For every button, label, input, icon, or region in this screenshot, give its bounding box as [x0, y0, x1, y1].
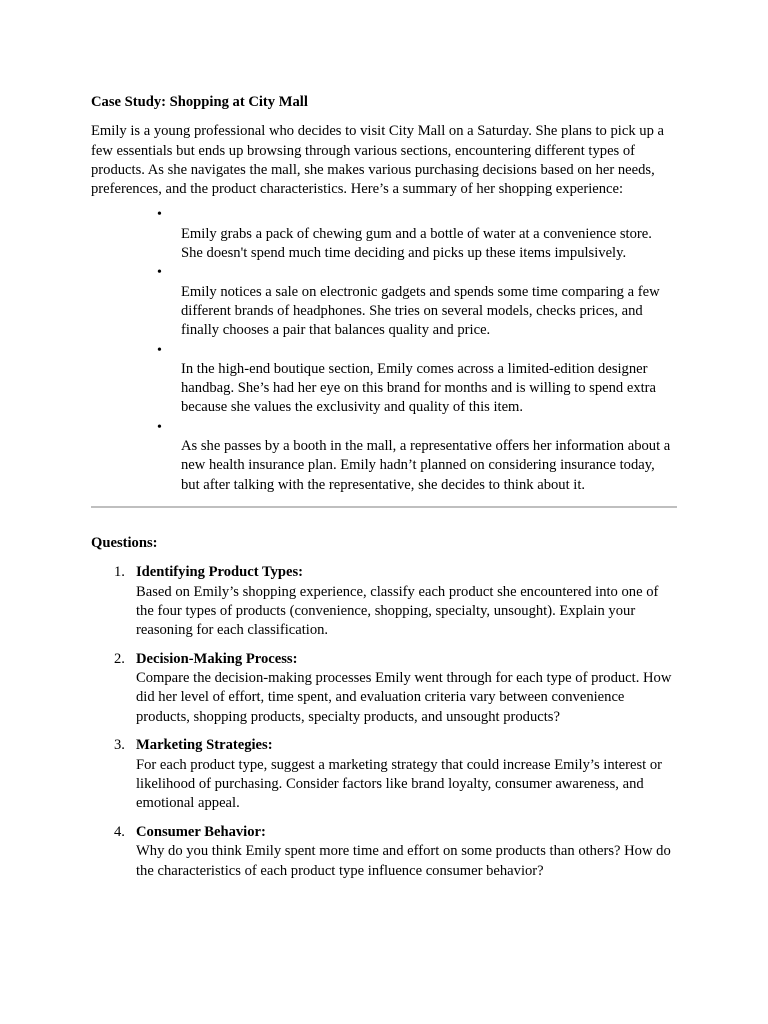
question-title: Identifying Product Types:: [136, 564, 304, 581]
question-title: Consumer Behavior:: [136, 823, 266, 840]
section-divider: [91, 506, 677, 508]
bullet-icon: •: [157, 342, 162, 358]
bullet-icon: •: [157, 207, 162, 223]
list-item: [157, 205, 677, 263]
document-title: Case Study: Shopping at City Mall: [91, 94, 308, 110]
list-item: [157, 341, 677, 418]
experience-list: [91, 205, 677, 494]
question-body: Why do you think Emily spent more time and effort on some products than others? How do the characteristics of each product type influence consumer behavior?: [136, 843, 671, 879]
question-body: For each product type, suggest a marketing strategy that could increase Emily’s interest or likelihood of purchasing. Consider factors like brand loyalty, consumer awareness, and emotional appeal.: [136, 756, 663, 812]
question-item: [114, 823, 677, 881]
question-item: [114, 650, 677, 727]
question-number: 2.: [114, 650, 125, 667]
question-item: [114, 736, 677, 813]
list-item-text: As she passes by a booth in the mall, a representative offers her information about a new health insurance plan. Emily hadn’t planned on considering insurance today, but after talking with the representative, she decides to think about it.: [181, 438, 671, 493]
questions-heading: Questions:: [91, 534, 158, 551]
question-number: 4.: [114, 823, 125, 840]
question-number: 3.: [114, 737, 125, 754]
list-item-text: In the high-end boutique section, Emily comes across a limited-edition designer handbag. She’s had her eye on this brand for months and is willing to spend extra because she values the exclusivity and quality of this item.: [181, 360, 657, 416]
list-item: [157, 263, 677, 340]
question-number: 1.: [114, 564, 125, 581]
list-item-text: Emily grabs a pack of chewing gum and a bottle of water at a convenience store. She doesn't spend much time deciding and picks up these items impulsively.: [181, 225, 652, 262]
question-body: Based on Emily’s shopping experience, classify each product she encountered into one of the four types of products (convenience, shopping, specialty, unsought). Explain your reasoning for each classification.: [136, 583, 659, 639]
bullet-icon: •: [157, 419, 162, 435]
question-title: Marketing Strategies:: [136, 737, 273, 754]
questions-list: [91, 563, 677, 881]
question-title: Decision-Making Process:: [136, 650, 298, 667]
question-body: Compare the decision-making processes Emily went through for each type of product. How did her level of effort, time spent, and evaluation criteria vary between convenience products, shopping products, specialty products, and unsought products?: [136, 670, 672, 725]
list-item-text: Emily notices a sale on electronic gadgets and spends some time comparing a few different brands of headphones. She tries on several models, checks prices, and finally chooses a pair that balances quality and price.: [181, 283, 660, 339]
list-item: [157, 418, 677, 495]
question-item: [114, 563, 677, 640]
intro-paragraph: Emily is a young professional who decides to visit City Mall on a Saturday. She plans to pick up a few essentials but ends up browsing through various sections, encountering different types of products. As she navigates the mall, she makes various purchasing decisions based on her needs, preferences, and the product characteristics. Here’s a summary of her shopping experience:: [91, 123, 664, 198]
bullet-icon: •: [157, 265, 162, 281]
